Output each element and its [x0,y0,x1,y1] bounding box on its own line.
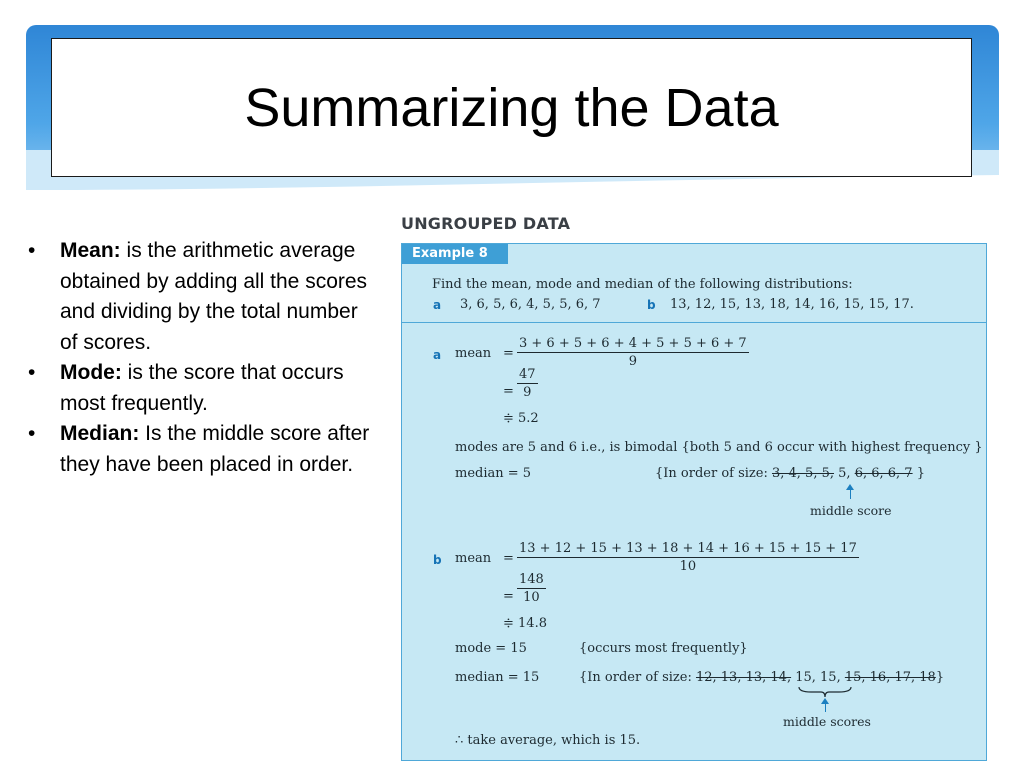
definition-list [26,236,381,480]
question-b-values: 13, 12, 15, 13, 18, 14, 16, 15, 15, 17. [670,297,914,312]
a-approx: ≑ 5.2 [503,411,539,426]
b-mean-word: mean [455,551,492,566]
bullet-dot: • [28,239,36,262]
a-equals: = [503,346,514,361]
a-arrow [850,489,851,499]
question-a-label: a [433,298,442,312]
a-order-struck-2: 6, 6, 6, 7 [854,466,913,481]
title-box [51,38,972,177]
part-b-label: b [433,553,442,567]
a-fraction-denominator: 9 [523,385,532,400]
a-order-struck: 3, 4, 5, 5, [771,466,834,481]
section-heading: UNGROUPED DATA [401,214,571,233]
b-mode-note: {occurs most frequently} [579,641,748,656]
b-approx: ≑ 14.8 [503,616,547,631]
a-equals-2: = [503,384,514,399]
part-a-label: a [433,348,442,362]
page-title: Summarizing the Data [244,77,779,138]
bullet-term: Mode: [60,361,122,384]
bullet-term: Median: [60,422,140,445]
b-sum-numerator: 13 + 12 + 15 + 13 + 18 + 14 + 16 + 15 + 15 + 17 [519,541,857,556]
b-fraction-numerator: 148 [519,572,544,587]
b-sum-fraction [517,541,859,574]
a-order-prefix: {In order of size: [655,466,768,481]
b-fraction [517,572,546,605]
a-order [655,466,925,481]
section-divider [402,322,986,323]
a-modes: modes are 5 and 6 i.e., is bimodal {both 5 and 6 occur with highest frequency } [455,440,983,455]
b-median: median = 15 [455,670,540,685]
textbook-excerpt [385,205,993,763]
a-median: median = 5 [455,466,532,481]
b-order-prefix: {In order of size: [579,670,692,685]
b-order-suffix: } [935,670,945,685]
bullet-mode [26,358,381,419]
bullet-text: is the arithmetic average obtained by adding all the scores and dividing by the total number of scores. [60,239,368,354]
b-brace [797,686,853,698]
a-mean-word: mean [455,346,492,361]
bullet-term: Mean: [60,239,121,262]
b-order-struck: 12, 13, 13, 14, [695,670,792,685]
a-order-suffix: } [916,466,925,481]
example-box [401,243,987,761]
example-tag: Example 8 [402,244,508,264]
bullet-dot: • [28,361,36,384]
a-sum-denominator: 9 [628,354,637,369]
bullet-median [26,419,381,480]
bullet-mean [26,236,381,358]
b-order-struck-2: 15, 16, 17, 18 [844,670,936,685]
b-sum-denominator: 10 [679,559,697,574]
question-text: Find the mean, mode and median of the following distributions: [432,277,853,292]
a-fraction-numerator: 47 [519,367,536,382]
a-order-middle: 5, [838,466,851,481]
b-equals: = [503,551,514,566]
b-fraction-denominator: 10 [523,590,540,605]
a-sum-numerator: 3 + 6 + 5 + 6 + 4 + 5 + 5 + 6 + 7 [519,336,747,351]
a-fraction [517,367,538,400]
b-conclusion: ∴ take average, which is 15. [455,733,641,748]
b-arrow [825,703,826,712]
bullet-text: Is the middle score after they have been placed in order. [60,422,370,476]
a-sum-fraction [517,336,749,369]
bullet-dot: • [28,422,36,445]
a-middle-note: middle score [810,503,892,518]
b-equals-2: = [503,589,514,604]
b-mode: mode = 15 [455,641,527,656]
question-a-values: 3, 6, 5, 6, 4, 5, 5, 6, 7 [460,297,601,312]
question-b-label: b [647,298,656,312]
b-order-middle: 15, 15, [795,670,841,685]
bullet-text: is the score that occurs most frequently. [60,361,344,415]
b-middle-note: middle scores [783,714,871,729]
b-order [579,670,944,685]
